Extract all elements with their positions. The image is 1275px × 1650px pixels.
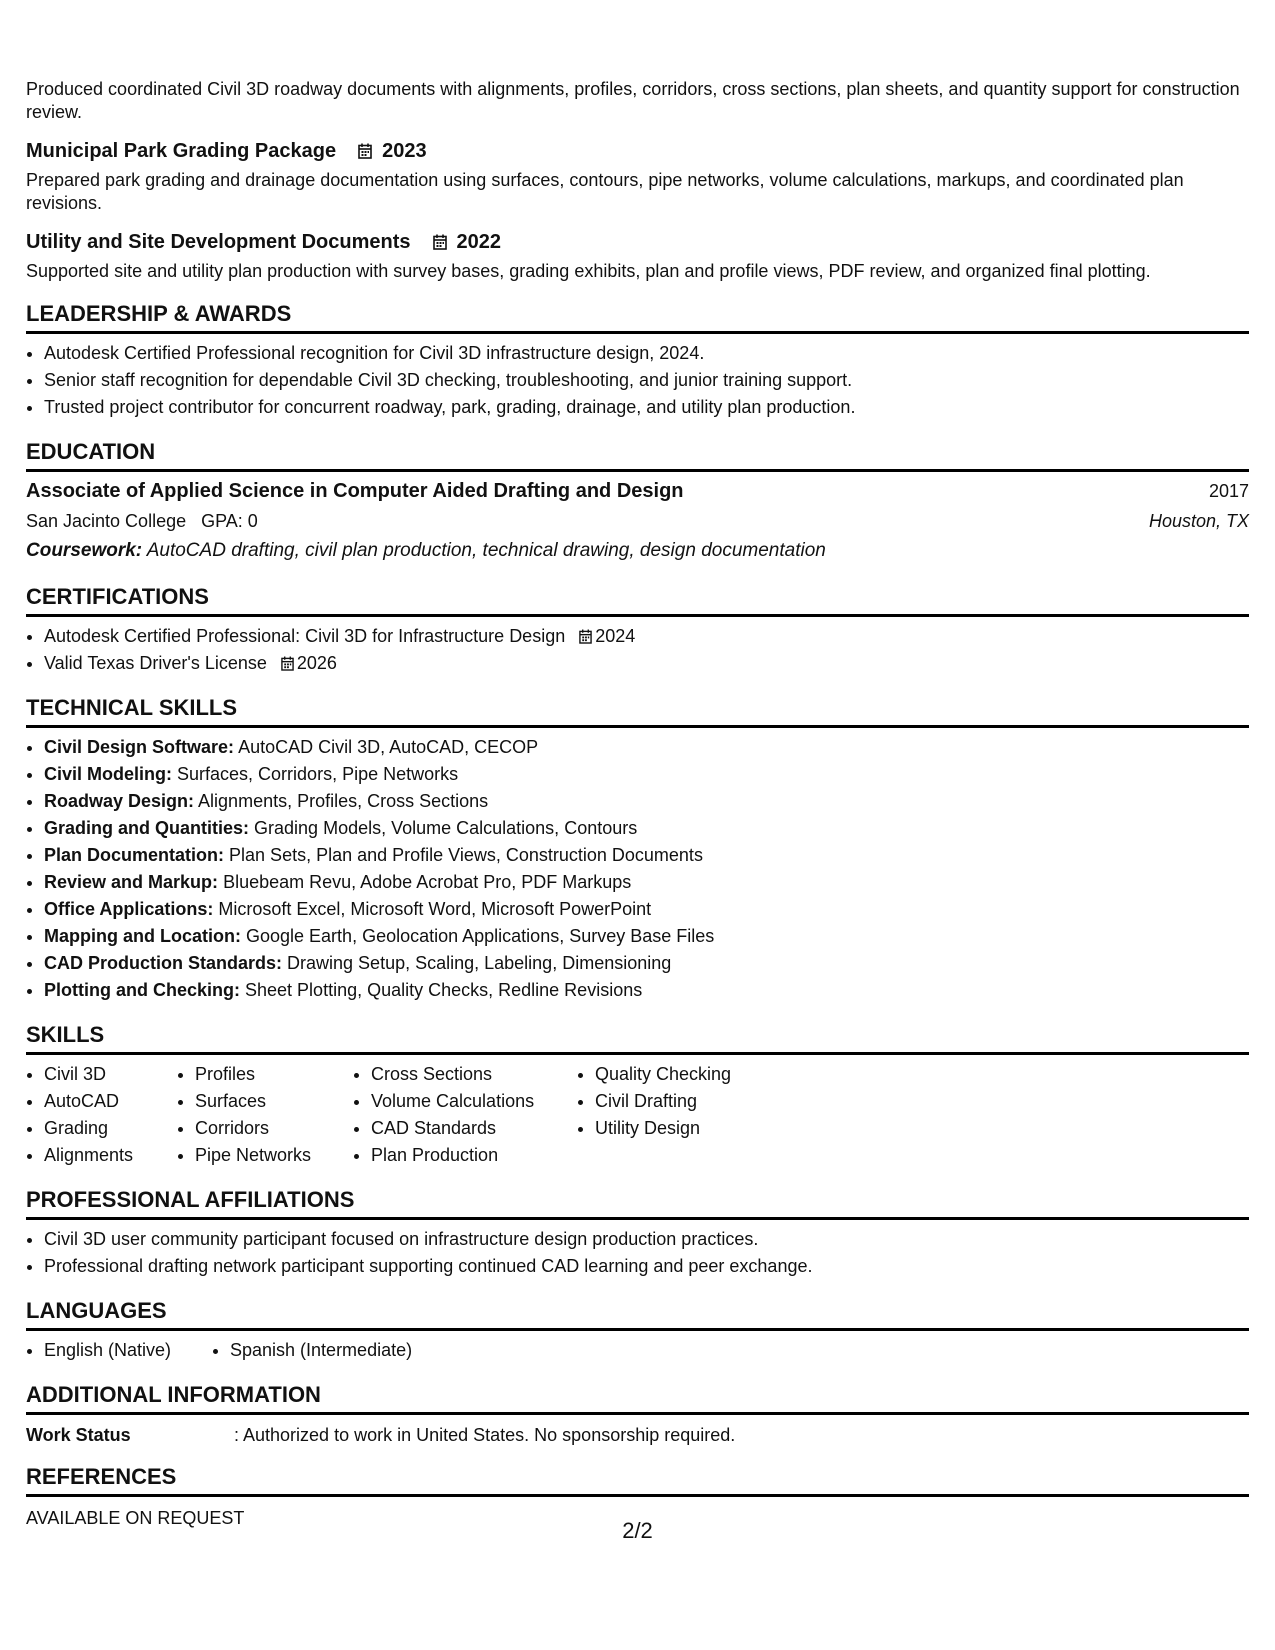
- list-item: • Alignments: [44, 1142, 177, 1169]
- project-heading: [26, 138, 1249, 164]
- calendar-icon: [433, 234, 447, 250]
- skills-columns: [26, 1061, 1249, 1169]
- list-item: [44, 923, 1249, 950]
- project-description: Prepared park grading and drainage documentation using surfaces, contours, pipe networks, volume calculations, markups, and coordinated plan revisions.: [26, 170, 1184, 213]
- list-item: • Civil Drafting: [595, 1088, 731, 1115]
- list-item: [44, 734, 1249, 761]
- project-heading: [26, 229, 1249, 255]
- section-title-leadership: LEADERSHIP & AWARDS: [26, 301, 1249, 334]
- section-title-certifications: CERTIFICATIONS: [26, 584, 1249, 617]
- skill-label: Plotting and Checking:: [44, 980, 240, 1000]
- skills-column: [577, 1061, 731, 1169]
- skills-column: [353, 1061, 577, 1169]
- list-item: • Corridors: [195, 1115, 353, 1142]
- list-item: • Plan Production: [371, 1142, 577, 1169]
- section-title-additional-info: ADDITIONAL INFORMATION: [26, 1382, 1249, 1415]
- list-item: • Surfaces: [195, 1088, 353, 1115]
- list-item: • Pipe Networks: [195, 1142, 353, 1169]
- list-item: • Volume Calculations: [371, 1088, 577, 1115]
- skill-label: Civil Design Software:: [44, 737, 235, 757]
- school-name: San Jacinto College: [26, 511, 187, 531]
- skill-value: Alignments, Profiles, Cross Sections: [198, 791, 489, 811]
- skill-label: Mapping and Location:: [44, 926, 241, 946]
- list-item: • Civil 3D: [44, 1061, 177, 1088]
- section-title-technical-skills: TECHNICAL SKILLS: [26, 695, 1249, 728]
- list-item: [44, 869, 1249, 896]
- skill-value: Grading Models, Volume Calculations, Contours: [254, 818, 638, 838]
- skills-column: [177, 1061, 353, 1169]
- language-column: [26, 1337, 212, 1364]
- section-title-education: EDUCATION: [26, 439, 1249, 472]
- skill-value: Surfaces, Corridors, Pipe Networks: [177, 764, 459, 784]
- gpa: GPA: 0: [201, 511, 258, 531]
- list-item: [44, 977, 1249, 1004]
- work-status-label: Work Status: [26, 1425, 131, 1445]
- skill-label: Review and Markup:: [44, 872, 219, 892]
- resume-page: [26, 78, 1249, 1530]
- project-year: 2022: [456, 230, 502, 253]
- section-title-languages: LANGUAGES: [26, 1298, 1249, 1331]
- list-item: • Profiles: [195, 1061, 353, 1088]
- certifications-list: [26, 623, 1249, 677]
- list-item: • Cross Sections: [371, 1061, 577, 1088]
- certification-year: 2026: [296, 653, 337, 673]
- certification-year: 2024: [595, 626, 636, 646]
- leadership-list: [26, 340, 1249, 421]
- skill-label: Roadway Design:: [44, 791, 195, 811]
- list-item: [44, 623, 1249, 650]
- affiliations-list: [26, 1226, 1249, 1280]
- list-item: • Spanish (Intermediate): [230, 1337, 412, 1364]
- calendar-icon: [358, 143, 372, 159]
- list-item: • Quality Checking: [595, 1061, 731, 1088]
- certification-name: Autodesk Certified Professional: Civil 3D for Infrastructure Design: [44, 626, 566, 646]
- list-item: • Grading: [44, 1115, 177, 1142]
- project-description: Produced coordinated Civil 3D roadway documents with alignments, profiles, corridors, cross sections, plan sheets, and quantity support for construction review.: [26, 79, 1240, 122]
- skill-value: AutoCAD Civil 3D, AutoCAD, CECOP: [238, 737, 539, 757]
- skill-value: Sheet Plotting, Quality Checks, Redline Revisions: [245, 980, 643, 1000]
- language-column: [212, 1337, 412, 1364]
- list-item: [44, 650, 1249, 677]
- work-status-row: [26, 1425, 1249, 1446]
- skill-value: Microsoft Excel, Microsoft Word, Microsoft PowerPoint: [218, 899, 652, 919]
- list-item: [44, 896, 1249, 923]
- project-description: Supported site and utility plan production with survey bases, grading exhibits, plan and profile views, PDF review, and organized final plotting.: [26, 261, 1151, 281]
- list-item: • English (Native): [44, 1337, 212, 1364]
- list-item: [44, 842, 1249, 869]
- list-item: [44, 761, 1249, 788]
- skill-label: CAD Production Standards:: [44, 953, 283, 973]
- section-title-skills: SKILLS: [26, 1022, 1249, 1055]
- skill-value: Bluebeam Revu, Adobe Acrobat Pro, PDF Markups: [223, 872, 632, 892]
- technical-skills-list: [26, 734, 1249, 1004]
- education-entry: [26, 476, 1249, 566]
- skill-value: Drawing Setup, Scaling, Labeling, Dimensioning: [287, 953, 672, 973]
- section-title-affiliations: PROFESSIONAL AFFILIATIONS: [26, 1187, 1249, 1220]
- list-item: • Trusted project contributor for concurrent roadway, park, grading, drainage, and utility plan production.: [44, 394, 1249, 421]
- list-item: • Utility Design: [595, 1115, 731, 1142]
- list-item: • AutoCAD: [44, 1088, 177, 1115]
- skill-label: Civil Modeling:: [44, 764, 172, 784]
- calendar-icon: [579, 629, 592, 644]
- list-item: • Autodesk Certified Professional recognition for Civil 3D infrastructure design, 2024.: [44, 340, 1249, 367]
- degree-title: Associate of Applied Science in Computer Aided Drafting and Design: [26, 480, 684, 502]
- work-status-value: : Authorized to work in United States. No sponsorship required.: [234, 1425, 736, 1445]
- list-item: • Civil 3D user community participant focused on infrastructure design production practices.: [44, 1226, 1249, 1253]
- languages-list: [26, 1337, 1249, 1364]
- skill-value: Google Earth, Geolocation Applications, Survey Base Files: [246, 926, 715, 946]
- coursework: [26, 536, 1249, 566]
- list-item: [44, 950, 1249, 977]
- skills-column: [26, 1061, 177, 1169]
- project-year: 2023: [382, 139, 427, 162]
- coursework-text: AutoCAD drafting, civil plan production, technical drawing, design documentation: [146, 540, 826, 561]
- coursework-label: Coursework:: [26, 540, 143, 561]
- list-item: • Senior staff recognition for dependable Civil 3D checking, troubleshooting, and junior training support.: [44, 367, 1249, 394]
- skill-label: Grading and Quantities:: [44, 818, 250, 838]
- references-text: AVAILABLE ON REQUEST: [26, 1508, 245, 1528]
- school-location: Houston, TX: [1148, 511, 1249, 531]
- project-title: Municipal Park Grading Package: [26, 139, 337, 162]
- certification-name: Valid Texas Driver's License: [44, 653, 267, 673]
- project-title: Utility and Site Development Documents: [26, 230, 411, 253]
- list-item: • Professional drafting network participant supporting continued CAD learning and peer exchange.: [44, 1253, 1249, 1280]
- skill-label: Plan Documentation:: [44, 845, 225, 865]
- graduation-year: 2017: [1208, 481, 1249, 501]
- skill-value: Plan Sets, Plan and Profile Views, Construction Documents: [229, 845, 703, 865]
- calendar-icon: [281, 656, 294, 671]
- page-number: 2/2: [622, 1518, 653, 1543]
- list-item: • CAD Standards: [371, 1115, 577, 1142]
- skill-label: Office Applications:: [44, 899, 214, 919]
- list-item: [44, 815, 1249, 842]
- list-item: [44, 788, 1249, 815]
- section-title-references: REFERENCES: [26, 1464, 1249, 1497]
